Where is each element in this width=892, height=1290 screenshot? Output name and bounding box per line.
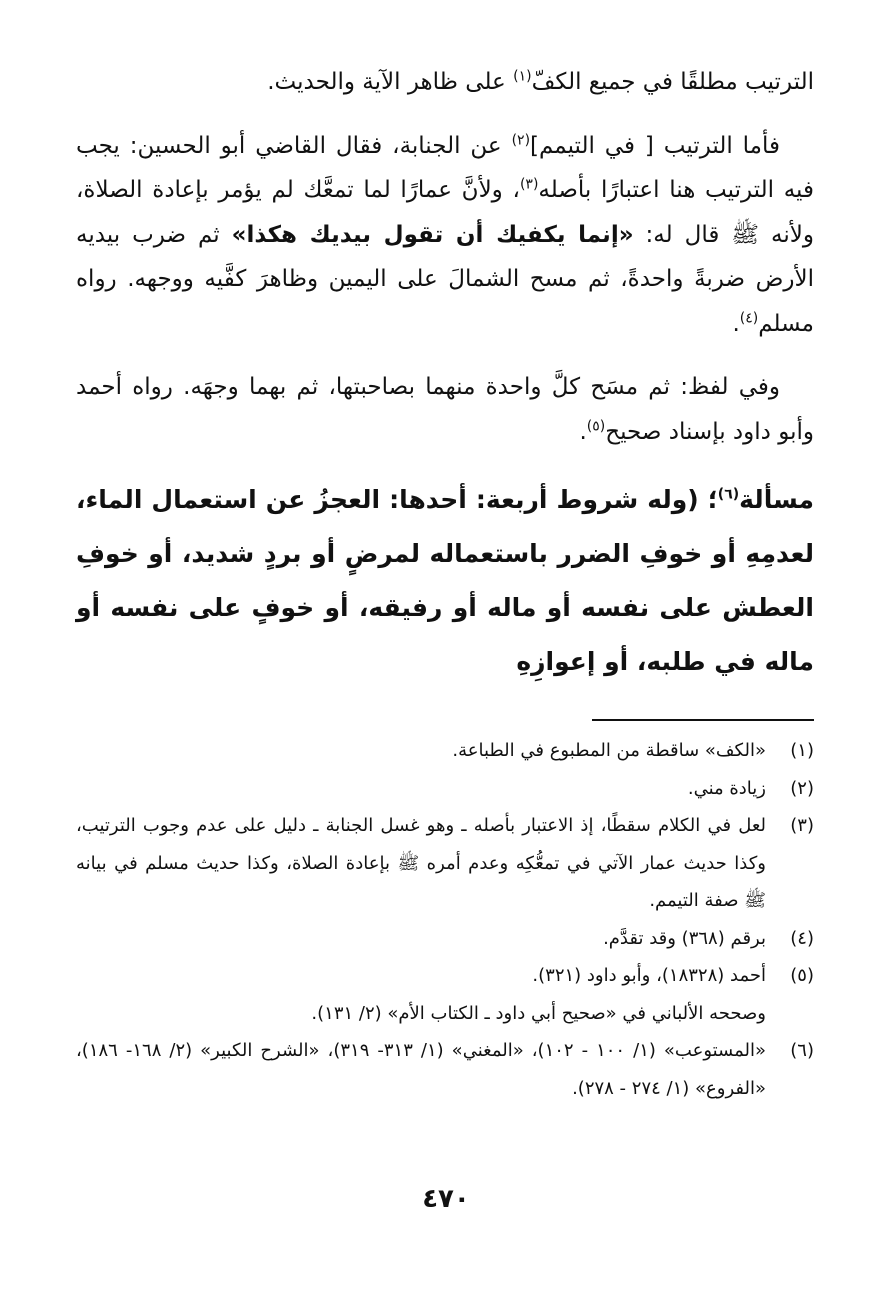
footnote-4 [76,920,814,958]
footnote-number: (٥) [790,965,814,986]
footnotes [76,732,814,1107]
footnote-text: زيادة مني. [687,777,766,799]
masala-label: مسألة [739,485,814,514]
paragraph-3-text: وفي لفظ: ثم مسَح كلَّ واحدة منهما بصاحبتها، ثم بهما وجهَه. رواه أحمد وأبو داود بإسناد صحيح [76,374,814,445]
footnote-ref-6: (٦) [717,486,740,503]
footnote-text: «الكف» ساقطة من المطبوع في الطباعة. [452,740,766,761]
page-number: ٤٧٠ [422,1184,470,1214]
footnote-3 [76,807,814,920]
footnote-2 [76,770,814,808]
footnote-number: (٤) [790,927,814,949]
main-text [76,60,814,708]
masala-text: ؛ (وله شروط أربعة: أحدها: العجزُ عن استعمال الماء، لعدمِهِ أو خوفِ الضرر باستعماله لمرضٍ أو بردٍ شديد، أو خوفِ العطش على نفسه أو ماله أو رفيقه، أو خوفٍ على نفسه أو ماله في طلبه، أو إعوازِهِ [76,485,814,676]
paragraph-1-text-after: على ظاهر الآية والحديث. [267,69,514,95]
footnote-ref-3: (٣) [519,176,539,193]
footnote-text: «المستوعب» (١/ ١٠٠ - ١٠٢)، «المغني» (١/ ٣١٣- ٣١٩)، «الشرح الكبير» (٢/ ١٦٨- ١٨٦)، «الفروع» (١/ ٢٧٤ - ٢٧٨). [76,1040,767,1099]
footnote-ref-4: (٤) [739,309,759,326]
footnote-text: أحمد (١٨٣٢٨)، وأبو داود (٣٢١). [532,965,766,986]
footnote-separator [592,719,814,721]
footnote-number [766,995,814,1033]
paragraph-2-text-c: ، ولأنَّ عمارًا لما تمعَّك لم يؤمر بإعادة الصلاة، ولأنه ﷺ قال له: [76,177,814,248]
footnote-number: (١) [790,740,814,761]
paragraph-1-text: الترتيب مطلقًا في جميع الكفّ [531,69,814,95]
paragraph-2 [76,124,814,347]
footnote-1 [76,732,814,770]
footnote-number: (٦) [790,1040,814,1061]
footnote-text: لعل في الكلام سقطًا، إذ الاعتبار بأصله ـ وهو غسل الجنابة ـ دليل على عدم وجوب الترتيب، وكذا حديث عمار الآتي في تمعُّكِه وعدم أمره ﷺ بإعادة الصلاة، وكذا حديث مسلم في بيانه ﷺ صفة التيمم. [76,815,766,911]
paragraph-3-text-after: . [579,418,587,445]
footnote-ref-5: (٥) [586,417,606,434]
footnote-number: (٣) [790,815,814,836]
footnote-6 [76,1032,814,1107]
paragraph-1 [76,60,814,105]
paragraph-2-text-b: عن الجنابة، فقال القاضي أبو الحسين: يجب فيه الترتيب هنا اعتبارًا بأصله [76,132,814,203]
paragraph-3 [76,365,814,454]
footnote-5-continuation [76,995,814,1033]
footnote-number: (٢) [790,777,814,799]
paragraph-2-text-a: فأما الترتيب [ في التيمم] [530,132,780,159]
footnote-5 [76,957,814,995]
hadith-quote: «إنما يكفيك أن تقول بيديك هكذا» [231,221,634,248]
footnote-text: وصححه الألباني في «صحيح أبي داود ـ الكتاب الأم» (٢/ ١٣١). [311,1002,766,1024]
footnote-text: برقم (٣٦٨) وقد تقدَّم. [603,927,766,949]
paragraph-2-text-e: . [732,310,740,337]
footnote-ref-2: (٢) [511,131,531,148]
paragraph-4-masala [76,473,814,689]
paragraph-2-text-d: ثم ضرب بيديه الأرض ضربةً واحدةً، ثم مسح الشمالَ على اليمين وظاهرَ كفَّيه ووجهه. رواه مسلم [76,221,814,337]
footnote-ref-1: (١) [513,68,532,85]
